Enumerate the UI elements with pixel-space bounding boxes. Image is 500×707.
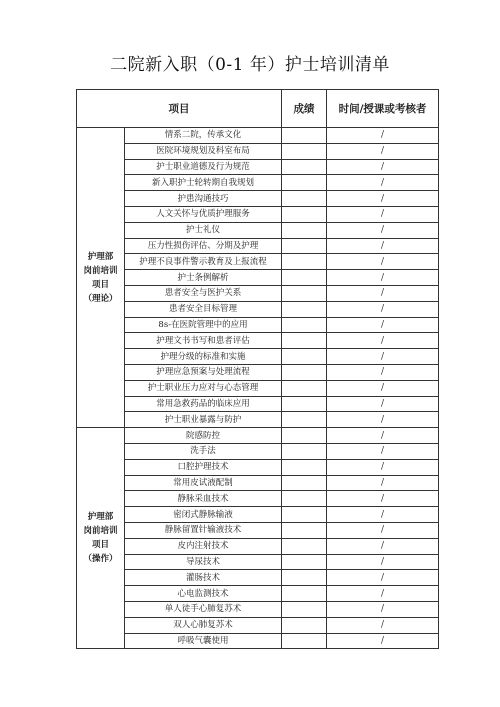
score-cell[interactable] [282,206,327,222]
training-item: 皮内注射技术 [125,538,282,554]
table-row [77,586,439,602]
time-instructor-cell[interactable]: / [327,491,439,507]
score-cell[interactable] [282,143,327,159]
score-cell[interactable] [282,175,327,191]
time-instructor-cell[interactable]: / [327,428,439,444]
score-cell[interactable] [282,428,327,444]
score-cell[interactable] [282,222,327,238]
training-item: 护士条例解析 [125,270,282,286]
score-cell[interactable] [282,586,327,602]
training-item: 人文关怀与优质护理服务 [125,206,282,222]
document-title: 二院新入职（0-1 年）护士培训清单 [110,55,390,75]
training-item: 口腔护理技术 [125,459,282,475]
section-category: 护理部 岗前培训 项目 （操作） [77,428,125,649]
time-instructor-cell[interactable]: / [327,617,439,633]
score-cell[interactable] [282,191,327,207]
score-cell[interactable] [282,396,327,412]
score-cell[interactable] [282,285,327,301]
table-row [77,570,439,586]
score-cell[interactable] [282,570,327,586]
score-cell[interactable] [282,380,327,396]
time-instructor-cell[interactable]: / [327,317,439,333]
score-cell[interactable] [282,364,327,380]
table-row [77,270,439,286]
training-item: 患者安全与医护关系 [125,285,282,301]
training-item: 护理分级的标准和实施 [125,349,282,365]
table-row [77,159,439,175]
table-row [77,364,439,380]
table-row [77,491,439,507]
table-header-row [77,90,439,128]
time-instructor-cell[interactable]: / [327,380,439,396]
table-row [77,349,439,365]
table-row [77,143,439,159]
table-row [77,222,439,238]
training-item: 8s-在医院管理中的应用 [125,317,282,333]
time-instructor-cell[interactable]: / [327,191,439,207]
score-cell[interactable] [282,349,327,365]
table-row [77,601,439,617]
table-row [77,443,439,459]
score-cell[interactable] [282,522,327,538]
score-cell[interactable] [282,475,327,491]
time-instructor-cell[interactable]: / [327,459,439,475]
training-item: 双人心肺复苏术 [125,617,282,633]
score-cell[interactable] [282,538,327,554]
training-item: 护士职业暴露与防护 [125,412,282,428]
table-row [77,128,439,144]
table-row [77,206,439,222]
time-instructor-cell[interactable]: / [327,301,439,317]
training-item: 护士职业压力应对与心态管理 [125,380,282,396]
time-instructor-cell[interactable]: / [327,522,439,538]
table-row [77,507,439,523]
time-instructor-cell[interactable]: / [327,206,439,222]
time-instructor-cell[interactable]: / [327,475,439,491]
time-instructor-cell[interactable]: / [327,143,439,159]
training-item: 护士礼仪 [125,222,282,238]
time-instructor-cell[interactable]: / [327,333,439,349]
table-row [77,301,439,317]
time-instructor-cell[interactable]: / [327,285,439,301]
training-item: 院感防控 [125,428,282,444]
table-row [77,285,439,301]
table-row [77,412,439,428]
table-row [77,475,439,491]
training-item: 单人徒手心肺复苏术 [125,601,282,617]
training-item: 护患沟通技巧 [125,191,282,207]
training-item: 常用急救药品的临床应用 [125,396,282,412]
table-row [77,538,439,554]
time-instructor-cell[interactable]: / [327,507,439,523]
training-item: 常用皮试液配制 [125,475,282,491]
header-time-instructor: 时间/授课或考核者 [327,90,439,128]
table-row [77,396,439,412]
training-item: 压力性损伤评估、分期及护理 [125,238,282,254]
time-instructor-cell[interactable]: / [327,586,439,602]
training-checklist-table [76,89,439,649]
time-instructor-cell[interactable]: / [327,443,439,459]
training-item: 心电监测技术 [125,586,282,602]
score-cell[interactable] [282,491,327,507]
training-item: 洗手法 [125,443,282,459]
training-item: 医院环境规划及科室布局 [125,143,282,159]
time-instructor-cell[interactable]: / [327,159,439,175]
score-cell[interactable] [282,270,327,286]
score-cell[interactable] [282,238,327,254]
training-item: 护理文书书写和患者评估 [125,333,282,349]
time-instructor-cell[interactable]: / [327,238,439,254]
time-instructor-cell[interactable]: / [327,364,439,380]
training-item: 密闭式静脉输液 [125,507,282,523]
header-score: 成绩 [282,90,327,128]
time-instructor-cell[interactable]: / [327,254,439,270]
score-cell[interactable] [282,317,327,333]
time-instructor-cell[interactable]: / [327,128,439,144]
score-cell[interactable] [282,554,327,570]
time-instructor-cell[interactable]: / [327,570,439,586]
score-cell[interactable] [282,159,327,175]
training-item: 呼吸气囊使用 [125,633,282,649]
training-item: 灌肠技术 [125,570,282,586]
table-row [77,459,439,475]
section-category: 护理部 岗前培训 项目 （理论） [77,128,125,428]
table-row [77,333,439,349]
time-instructor-cell[interactable]: / [327,175,439,191]
time-instructor-cell[interactable]: / [327,270,439,286]
table-row [77,191,439,207]
training-item: 护理不良事件警示教育及上报流程 [125,254,282,270]
training-item: 护士职业道德及行为规范 [125,159,282,175]
training-item: 新入职护士轮转期自我规划 [125,175,282,191]
time-instructor-cell[interactable]: / [327,349,439,365]
score-cell[interactable] [282,459,327,475]
table-row [77,554,439,570]
time-instructor-cell[interactable]: / [327,412,439,428]
score-cell[interactable] [282,128,327,144]
score-cell[interactable] [282,333,327,349]
score-cell[interactable] [282,507,327,523]
table-row [77,380,439,396]
score-cell[interactable] [282,633,327,649]
table-row [77,238,439,254]
training-item: 导尿技术 [125,554,282,570]
score-cell[interactable] [282,254,327,270]
time-instructor-cell[interactable]: / [327,554,439,570]
time-instructor-cell[interactable]: / [327,396,439,412]
table-row [77,428,439,444]
training-item: 护理应急预案与处理流程 [125,364,282,380]
table-row [77,317,439,333]
table-row [77,633,439,649]
score-cell[interactable] [282,617,327,633]
table-row [77,617,439,633]
time-instructor-cell[interactable]: / [327,222,439,238]
training-item: 情系二院，传承文化 [125,128,282,144]
time-instructor-cell[interactable]: / [327,601,439,617]
score-cell[interactable] [282,301,327,317]
table-body [77,128,439,649]
training-item: 静脉采血技术 [125,491,282,507]
table-row [77,175,439,191]
training-item: 患者安全目标管理 [125,301,282,317]
time-instructor-cell[interactable]: / [327,633,439,649]
time-instructor-cell[interactable]: / [327,538,439,554]
score-cell[interactable] [282,412,327,428]
table-row [77,254,439,270]
score-cell[interactable] [282,601,327,617]
header-item: 项目 [77,90,282,128]
training-item: 静脉留置针输液技术 [125,522,282,538]
table-row [77,522,439,538]
score-cell[interactable] [282,443,327,459]
